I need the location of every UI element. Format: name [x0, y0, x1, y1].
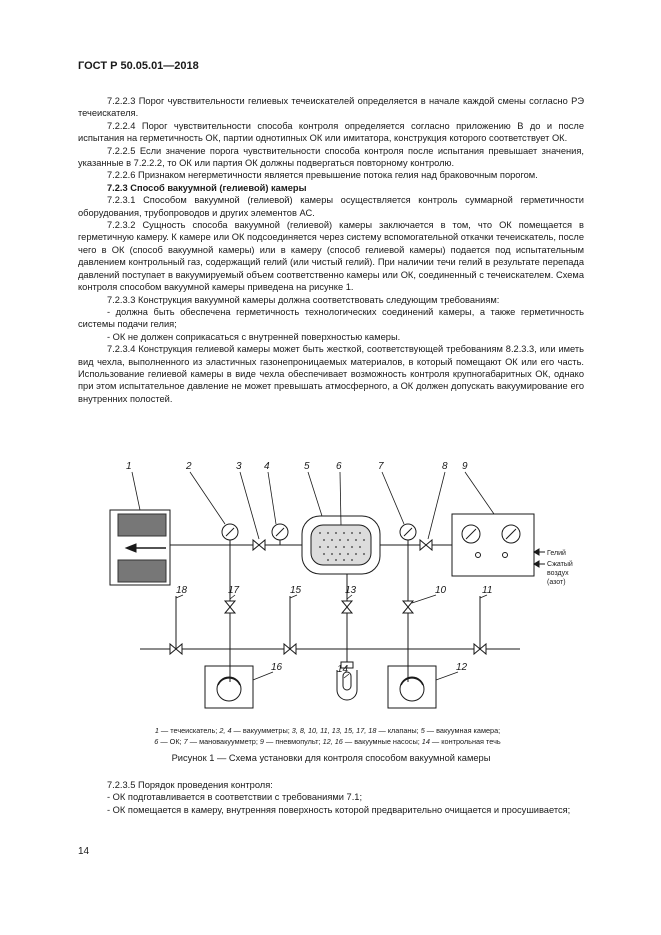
- legend-line-1-part-6: 5: [420, 726, 425, 735]
- callout-8: 8: [442, 461, 448, 472]
- valve-11-right: [480, 644, 486, 654]
- valve-10: [403, 601, 413, 607]
- list-item-requirement-2: - ОК не должен соприкасаться с внутренней поверхностью камеры.: [107, 331, 401, 342]
- vacuum-chamber-diagram: [90, 452, 573, 720]
- paragraph-7-2-3-2: 7.2.3.2 Сущность способа вакуумной (гелиевой) камеры заключается в том, что ОК помещается в герметичную камеру. К камере или ОК подсоединяется через систему вспомогательной откачки течеискатель, после чего в ОК (способ вакуумной камеры) или в камеру (способ гелиевой камеры) подается под испытательным давлением контрольный газ, содержащий гелий (или чистый гелий). При наличии течи гелий в результате перепада давлений поступает в вакуумируемый объем соответственно камеры или ОК, соединенный с течеискателем. Схема контроля способом вакуумной камеры приведена на рисунке 1.: [78, 220, 584, 293]
- paragraph-7-2-2-5: 7.2.2.5 Если значение порога чувствительности способа контроля после испытания превышает значения, указанные в 7.2.2.2, то ОК или партия ОК должны подвергаться повторному контролю.: [78, 145, 584, 169]
- valve-8-right: [426, 540, 432, 550]
- gauge-4-needle: [276, 528, 284, 536]
- leak-detector-arrow-icon: [126, 544, 136, 552]
- callout-4: 4: [264, 461, 270, 472]
- valve-17-bottom: [225, 607, 235, 613]
- valve-3: [253, 540, 259, 550]
- vacuum-pump-12: [388, 666, 436, 708]
- gauge-7-needle: [404, 528, 412, 536]
- legend-line-1-part-3: — вакуумметры;: [231, 726, 292, 735]
- valve-8: [420, 540, 426, 550]
- legend-line-2-part-8: 14: [421, 737, 430, 746]
- gauge-2-needle: [226, 528, 234, 536]
- paragraph-7-2-3-3: 7.2.3.3 Конструкция вакуумной камеры должна соответствовать следующим требованиям:: [107, 294, 500, 305]
- legend-line-2-part-1: — ОК;: [158, 737, 184, 746]
- page-number: 14: [78, 846, 90, 857]
- figure-legend-line-1: [90, 725, 565, 736]
- callout-16: 16: [271, 662, 283, 673]
- legend-line-2-part-0: 6: [154, 737, 159, 746]
- console-knob-right: [503, 553, 508, 558]
- figure-caption: Рисунок 1 — Схема установки для контроля способом вакуумной камеры: [171, 753, 491, 763]
- callout-15: 15: [290, 585, 302, 596]
- legend-line-2-part-2: 7: [183, 737, 188, 746]
- helium-label: Гелий: [547, 550, 566, 557]
- valve-3-right: [259, 540, 265, 550]
- paragraph-7-2-2-3: 7.2.2.3 Порог чувствительности гелиевых течеискателей определяется в начале каждой смены согласно РЭ течеискателя.: [78, 96, 584, 119]
- valve-11: [474, 644, 480, 654]
- leak-detector-upper-block: [118, 514, 166, 536]
- legend-line-1-part-2: 2, 4: [219, 726, 232, 735]
- leak-detector-lower-block: [118, 560, 166, 582]
- air-inlet-arrow-icon: [534, 561, 539, 567]
- legend-line-2-part-6: 12, 16: [322, 737, 343, 746]
- valve-18: [170, 644, 176, 654]
- callout-labels: [126, 461, 492, 675]
- valve-13: [342, 601, 352, 607]
- callout-7: 7: [378, 461, 384, 472]
- valve-18-right: [176, 644, 182, 654]
- body-text: [78, 95, 584, 405]
- callout-11: 11: [482, 585, 493, 596]
- legend-line-2-part-5: — пневмопульт;: [263, 737, 323, 746]
- legend-line-1-part-7: — вакуумная камера;: [424, 726, 501, 735]
- figure-legend-line-2: [90, 736, 565, 747]
- legend-line-1-part-4: 3, 8, 10, 11, 13, 15, 17, 18: [291, 726, 377, 735]
- callout-14: 14: [337, 664, 349, 675]
- valve-13-bottom: [342, 607, 352, 613]
- callout-2: 2: [186, 461, 192, 472]
- callout-1: 1: [126, 461, 132, 472]
- legend-line-2-part-4: 9: [259, 737, 264, 746]
- air-label-line2: воздух: [547, 570, 569, 577]
- callout-10: 10: [435, 585, 447, 596]
- valve-15: [284, 644, 290, 654]
- paragraph-7-2-3-4: 7.2.3.4 Конструкция гелиевой камеры может быть жесткой, соответствующей требованиям 8.2.3.3, или иметь вид чехла, выполненного из эластичных газонепроницаемых материалов, в который помещают ОК или его часть. Использование гелиевой камеры в виде чехла обеспечивает возможность контроля крупногабаритных ОК, однако при этом испытательное давление не может превышать атмосферного, а ОК должен допускать вакуумирование его внутренних полостей.: [78, 344, 584, 404]
- pump-16-vane: [218, 678, 240, 685]
- callout-3: 3: [236, 461, 242, 472]
- pump-12-vane: [401, 678, 423, 685]
- callout-13: 13: [345, 585, 357, 596]
- console-knob-left: [476, 553, 481, 558]
- test-object-6: [311, 525, 371, 565]
- document-header: ГОСТ Р 50.05.01—2018: [78, 60, 199, 72]
- legend-line-1-part-0: 1: [154, 726, 159, 735]
- callout-6: 6: [336, 461, 342, 472]
- paragraph-7-2-2-4: 7.2.2.4 Порог чувствительности способа контроля определяется согласно приложению В до и после испытания на герметичность ОК, партии однотипных ОК или имитатора, конструкция которого соответствует ОК.: [78, 120, 584, 144]
- air-label-line3: (азот): [547, 579, 566, 586]
- pneumatic-console-9: [452, 514, 534, 576]
- procedure-step-1: - ОК подготавливается в соответствии с требованиями 7.1;: [107, 792, 363, 803]
- paragraph-7-2-2-6: 7.2.2.6 Признаком негерметичности является превышение потока гелия над браковочным порогом.: [107, 170, 538, 181]
- paragraph-7-2-3-1: 7.2.3.1 Способом вакуумной (гелиевой) камеры осуществляется контроль суммарной герметичности оборудования, трубопроводов и других элементов АС.: [78, 195, 584, 218]
- legend-line-2-part-9: — контрольная течь: [429, 737, 501, 746]
- callout-18: 18: [176, 585, 188, 596]
- helium-inlet-arrow-icon: [534, 549, 539, 555]
- paragraph-7-2-3-5: 7.2.3.5 Порядок проведения контроля:: [107, 780, 273, 790]
- valve-10-bottom: [403, 607, 413, 613]
- callout-9: 9: [462, 461, 468, 472]
- list-item-requirement-1: - должна быть обеспечена герметичность технологических соединений камеры, а также герметичность системы подачи гелия;: [78, 306, 584, 330]
- console-gauge-right-needle: [506, 529, 516, 539]
- procedure-step-2: - ОК помещается в камеру, внутренняя поверхность которой предварительно очищается и просушивается;: [107, 804, 571, 815]
- legend-line-1-part-5: — клапаны;: [376, 726, 421, 735]
- callout-17: 17: [228, 585, 240, 596]
- legend-line-1-part-1: — течеискатель;: [158, 726, 220, 735]
- vacuum-pump-16: [205, 666, 253, 708]
- legend-line-2-part-7: — вакуумные насосы;: [342, 737, 422, 746]
- section-heading-7-2-3: 7.2.3 Способ вакуумной (гелиевой) камеры: [107, 182, 307, 193]
- console-gauge-left-needle: [466, 529, 476, 539]
- valve-17: [225, 601, 235, 607]
- callout-5: 5: [304, 461, 310, 472]
- procedure-text: [78, 779, 584, 816]
- callout-12: 12: [456, 662, 468, 673]
- valve-15-right: [290, 644, 296, 654]
- legend-line-2-part-3: — мановакуумметр;: [187, 737, 260, 746]
- air-label-line1: Сжатый: [547, 561, 573, 568]
